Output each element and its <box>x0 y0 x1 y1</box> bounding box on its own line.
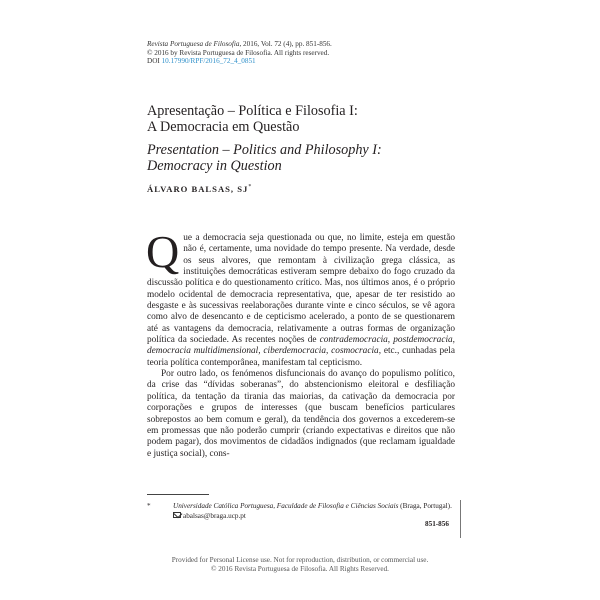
article-body <box>146 226 455 460</box>
paragraph-2: Por outro lado, os fenómenos disfuncionais do avanço do populismo político, da crise das “dívidas soberanas”, do abstencionismo eleitoral e desfiliação política, da tentação da tirania das maiorias, da cativação da democracia por corporações e grupos de interesses (que buscam benefícios particulares sobrepostos ao bem comum e geral), da tendência dos governos a excederem-se em promessas que não poderão cumprir (criando expectativas e direitos que não podem pagar), dos movimentos de cidadãos indignados (que reclamam igualdade e justiça social), cons- <box>147 369 455 459</box>
title-portuguese-line-1: Apresentação – Política e Filosofia I: <box>147 103 358 119</box>
title-portuguese-line-2: A Democracia em Questão <box>147 118 300 135</box>
citation-header <box>147 40 332 66</box>
citation-details: , 2016, Vol. 72 (4), pp. 851-856. <box>239 40 332 48</box>
title-portuguese <box>147 104 358 135</box>
paragraph-1-text-b: , etc., cunhadas pela teoria política contemporânea, manifestam tal cepticismo. <box>147 346 455 368</box>
author-footnote-mark[interactable]: * <box>248 184 253 191</box>
title-english-line-1: Presentation – Politics and Philosophy I: <box>147 142 382 158</box>
footnote-mark: * <box>147 502 151 510</box>
paragraph-1-terms: contrademocracia, postdemocracia, democracia multidimensional, ciberdemocracia, cosmocracia <box>147 335 455 357</box>
license-line-1: Provided for Personal License use. Not for reproduction, distribution, or commercial use. <box>171 556 429 564</box>
doi-label: DOI <box>147 57 160 66</box>
title-english-line-2: Democracy in Question <box>147 157 282 174</box>
license-line-2: © 2016 Revista Portuguesa de Filosofia. All Rights Reserved. <box>211 565 389 574</box>
author-name: ÁLVARO BALSAS, SJ <box>147 184 249 194</box>
footnote-email-line <box>147 512 467 522</box>
footnote-location: (Braga, Portugal). <box>398 502 452 510</box>
footnote <box>147 502 467 521</box>
footnote-divider <box>147 494 209 495</box>
page-range: 851-856 <box>425 520 449 528</box>
doi-link[interactable]: 10.17990/RPF/2016_72_4_0851 <box>161 57 256 66</box>
journal-name: Revista Portuguesa de Filosofia <box>147 40 240 48</box>
license-notice <box>0 556 600 574</box>
paragraph-1 <box>146 226 455 369</box>
envelope-icon <box>173 512 181 518</box>
title-english <box>147 143 382 174</box>
doi-line <box>147 57 332 66</box>
citation-line <box>147 40 332 49</box>
footnote-affiliation-line <box>147 502 467 512</box>
author-byline <box>147 184 252 194</box>
drop-cap: Q <box>146 226 180 277</box>
copyright-line: © 2016 by Revista Portuguesa de Filosofia. All rights reserved. <box>147 48 330 57</box>
footnote-email[interactable]: abalsas@braga.ucp.pt <box>183 511 246 520</box>
footnote-affiliation: Universidade Católica Portuguesa, Faculdade de Filosofia e Ciências Sociais <box>173 502 399 510</box>
paragraph-1-text-a: ue a democracia seja questionada ou que, no limite, esteja em questão não é, certamente, uma novidade do tempo presente. Na verdade, desde os seus alvores, que remontam à civilização grega clássica, as instituições democráticas estiveram sempre debaixo do fogo cruzado da discussão política e do questionamento crítico. Mas, nos últimos anos, é o próprio modelo ocidental de democracia representativa, que, apesar de ter resistido ao desgaste e às sucessivas reelaborações durante vinte e cinco séculos, se vê agora como alvo de desencanto e de cepticismo acelerado, a ponto de se questionarem até as vantagens da democracia, relativamente a outras formas de organização política da sociedade. As recentes noções de <box>147 233 455 346</box>
page-range-divider <box>460 500 461 538</box>
